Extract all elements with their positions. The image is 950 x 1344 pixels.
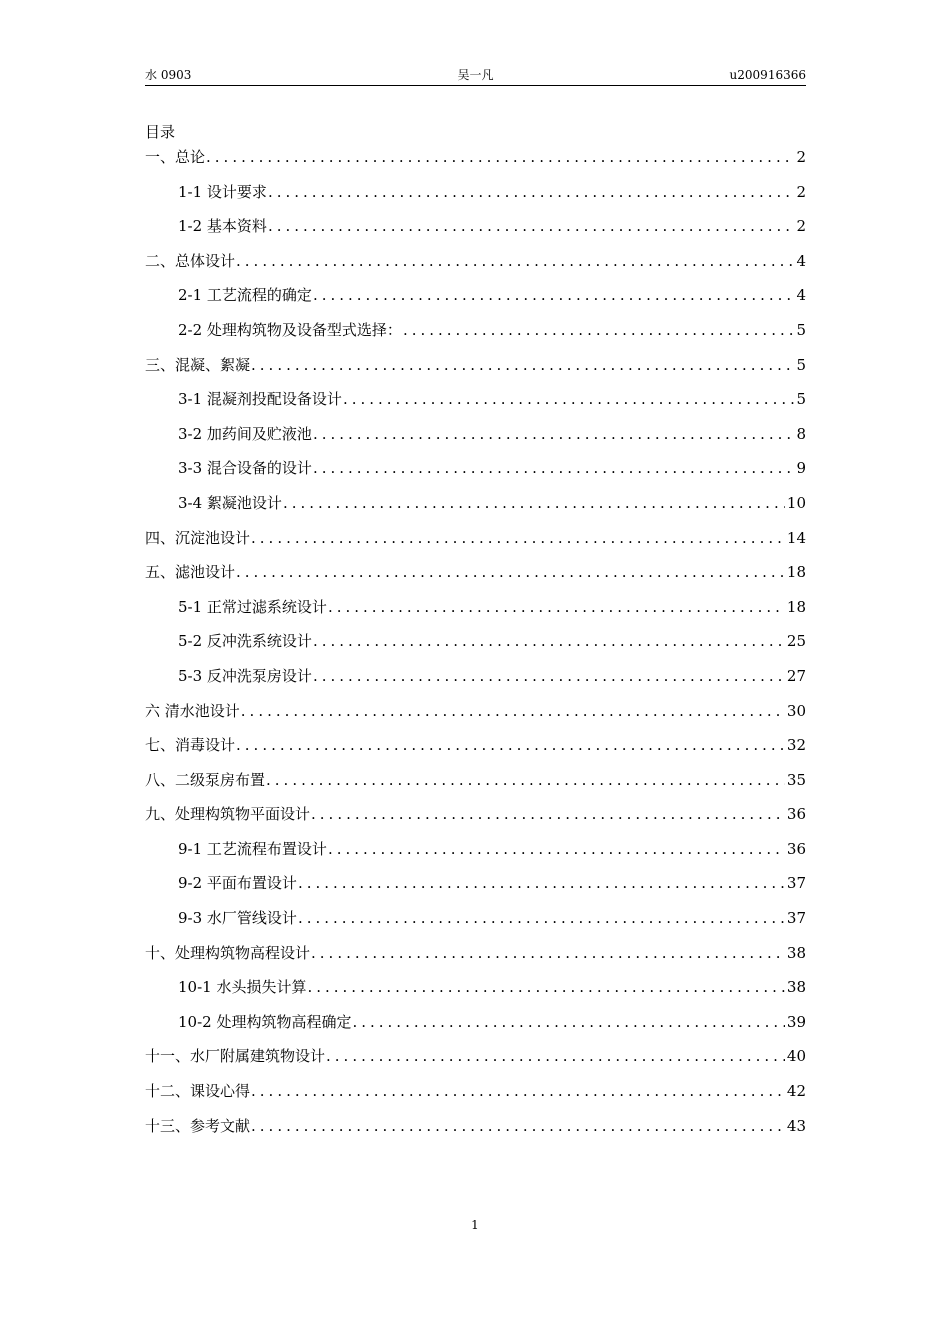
toc-entry-title: 9-1 工艺流程布置设计 bbox=[178, 839, 327, 858]
toc-entry-page: 27 bbox=[786, 666, 806, 685]
toc-entry-title: 六 清水池设计 bbox=[145, 701, 240, 720]
toc-dot-leader bbox=[326, 1039, 785, 1074]
toc-dot-leader bbox=[251, 521, 785, 556]
toc-dot-leader bbox=[283, 486, 785, 521]
toc-entry[interactable] bbox=[145, 590, 806, 625]
toc-dot-leader bbox=[206, 140, 794, 175]
toc-entry-title: 3-3 混合设备的设计 bbox=[178, 459, 312, 478]
toc-entry-title: 七、消毒设计 bbox=[145, 736, 236, 755]
toc-entry-title: 十三、参考文献 bbox=[145, 1116, 251, 1135]
toc-entry-page: 36 bbox=[786, 839, 806, 858]
toc-dot-leader bbox=[311, 797, 785, 832]
toc-title: 目录 bbox=[145, 123, 176, 141]
toc-entry-page: 10 bbox=[786, 493, 806, 512]
toc-entry-title: 3-1 混凝剂投配设备设计 bbox=[178, 390, 342, 409]
header-student-id: u200916366 bbox=[729, 68, 806, 82]
toc-entry-title: 一、总论 bbox=[145, 148, 206, 166]
toc-entry[interactable] bbox=[145, 1039, 806, 1074]
header-class-code: 水 0903 bbox=[145, 68, 192, 82]
toc-entry[interactable] bbox=[145, 451, 806, 486]
toc-entry-title: 1-2 基本资料 bbox=[178, 217, 267, 236]
toc-entry[interactable] bbox=[145, 866, 806, 901]
toc-entry-page: 2 bbox=[796, 148, 806, 166]
toc-entry-page: 30 bbox=[786, 701, 806, 720]
toc-dot-leader bbox=[313, 451, 795, 486]
toc-entry-title: 5-1 正常过滤系统设计 bbox=[178, 597, 327, 616]
toc-entry[interactable] bbox=[145, 313, 806, 348]
toc-entry-title: 十、处理构筑物高程设计 bbox=[145, 943, 311, 962]
toc-dot-leader bbox=[266, 763, 785, 798]
toc-entry-page: 4 bbox=[796, 251, 806, 270]
toc-entry[interactable] bbox=[145, 970, 806, 1005]
toc-entry[interactable] bbox=[145, 278, 806, 313]
toc-dot-leader bbox=[313, 417, 795, 452]
toc-dot-leader bbox=[298, 901, 785, 936]
toc-entry[interactable] bbox=[145, 659, 806, 694]
toc-entry-title: 9-3 水厂管线设计 bbox=[178, 909, 297, 928]
toc-entry[interactable] bbox=[145, 624, 806, 659]
toc-dot-leader bbox=[403, 313, 795, 348]
toc-dot-leader bbox=[241, 694, 785, 729]
toc-entry-page: 5 bbox=[796, 390, 806, 409]
toc-dot-leader bbox=[268, 209, 795, 244]
toc-entry-title: 5-3 反冲洗泵房设计 bbox=[178, 666, 312, 685]
toc-entry[interactable] bbox=[145, 140, 806, 175]
toc-entry[interactable] bbox=[145, 728, 806, 763]
toc-entry-page: 37 bbox=[786, 874, 806, 893]
toc-entry-page: 35 bbox=[786, 770, 806, 789]
toc-entry-page: 18 bbox=[786, 597, 806, 616]
toc-entry-title: 10-1 水头损失计算 bbox=[178, 978, 307, 997]
toc-entry[interactable] bbox=[145, 936, 806, 971]
toc-entry[interactable] bbox=[145, 417, 806, 452]
toc-entry[interactable] bbox=[145, 694, 806, 729]
toc-entry-title: 3-2 加药间及贮液池 bbox=[178, 424, 312, 443]
toc-entry-page: 39 bbox=[786, 1012, 806, 1031]
toc-entry[interactable] bbox=[145, 901, 806, 936]
toc-dot-leader bbox=[236, 555, 785, 590]
toc-entry[interactable] bbox=[145, 175, 806, 210]
toc-entry-page: 38 bbox=[786, 943, 806, 962]
toc-entry[interactable] bbox=[145, 521, 806, 556]
toc-dot-leader bbox=[313, 659, 785, 694]
toc-entry-page: 37 bbox=[786, 909, 806, 928]
toc-entry-page: 43 bbox=[786, 1116, 806, 1135]
toc-entry[interactable] bbox=[145, 209, 806, 244]
toc-entry-page: 2 bbox=[796, 217, 806, 236]
toc-entry-page: 36 bbox=[786, 805, 806, 824]
toc-entry-page: 5 bbox=[796, 355, 806, 374]
toc-entry-title: 1-1 设计要求 bbox=[178, 182, 267, 201]
toc-dot-leader bbox=[343, 382, 795, 417]
toc-entry-page: 18 bbox=[786, 563, 806, 582]
toc-entry[interactable] bbox=[145, 555, 806, 590]
toc-entry-page: 42 bbox=[786, 1082, 806, 1101]
page-number: 1 bbox=[471, 1218, 479, 1232]
toc-entry-title: 2-1 工艺流程的确定 bbox=[178, 286, 312, 305]
toc-entry[interactable] bbox=[145, 486, 806, 521]
header-author-name: 吴一凡 bbox=[457, 68, 494, 82]
toc-entry-title: 2-2 处理构筑物及设备型式选择： bbox=[178, 320, 402, 339]
toc-entry-title: 三、混凝、絮凝 bbox=[145, 355, 251, 374]
table-of-contents bbox=[145, 140, 806, 1143]
page-header bbox=[145, 67, 806, 86]
toc-dot-leader bbox=[251, 1109, 785, 1144]
toc-entry-title: 5-2 反冲洗系统设计 bbox=[178, 632, 312, 651]
toc-entry-page: 8 bbox=[796, 424, 806, 443]
toc-entry-title: 二、总体设计 bbox=[145, 251, 236, 270]
toc-entry-page: 25 bbox=[786, 632, 806, 651]
toc-dot-leader bbox=[313, 278, 795, 313]
toc-entry[interactable] bbox=[145, 1005, 806, 1040]
toc-entry[interactable] bbox=[145, 348, 806, 383]
toc-dot-leader bbox=[236, 728, 785, 763]
toc-entry[interactable] bbox=[145, 763, 806, 798]
toc-dot-leader bbox=[268, 175, 795, 210]
toc-dot-leader bbox=[298, 866, 785, 901]
toc-entry[interactable] bbox=[145, 797, 806, 832]
toc-dot-leader bbox=[328, 590, 785, 625]
toc-dot-leader bbox=[307, 970, 784, 1005]
toc-entry-page: 9 bbox=[796, 459, 806, 478]
toc-entry-title: 九、处理构筑物平面设计 bbox=[145, 805, 311, 824]
toc-entry[interactable] bbox=[145, 244, 806, 279]
toc-dot-leader bbox=[328, 832, 785, 867]
toc-entry-page: 32 bbox=[786, 736, 806, 755]
toc-entry-title: 10-2 处理构筑物高程确定 bbox=[178, 1012, 352, 1031]
toc-entry[interactable] bbox=[145, 382, 806, 417]
toc-entry-page: 14 bbox=[786, 528, 806, 547]
toc-entry-title: 十二、课设心得 bbox=[145, 1082, 251, 1101]
toc-entry-title: 五、滤池设计 bbox=[145, 563, 236, 582]
toc-entry-title: 9-2 平面布置设计 bbox=[178, 874, 297, 893]
toc-entry-page: 5 bbox=[796, 320, 806, 339]
toc-entry[interactable] bbox=[145, 1109, 806, 1144]
toc-entry-title: 四、沉淀池设计 bbox=[145, 528, 251, 547]
toc-dot-leader bbox=[313, 624, 785, 659]
toc-entry-title: 3-4 絮凝池设计 bbox=[178, 493, 282, 512]
toc-dot-leader bbox=[236, 244, 794, 279]
toc-entry-title: 十一、水厂附属建筑物设计 bbox=[145, 1047, 326, 1066]
toc-dot-leader bbox=[311, 936, 785, 971]
toc-entry[interactable] bbox=[145, 1074, 806, 1109]
toc-dot-leader bbox=[251, 1074, 785, 1109]
toc-dot-leader bbox=[352, 1005, 784, 1040]
toc-entry-page: 40 bbox=[786, 1047, 806, 1066]
toc-entry-page: 4 bbox=[796, 286, 806, 305]
toc-entry-title: 八、二级泵房布置 bbox=[145, 770, 266, 789]
toc-entry-page: 2 bbox=[796, 182, 806, 201]
toc-entry-page: 38 bbox=[786, 978, 806, 997]
toc-dot-leader bbox=[251, 348, 794, 383]
toc-entry[interactable] bbox=[145, 832, 806, 867]
